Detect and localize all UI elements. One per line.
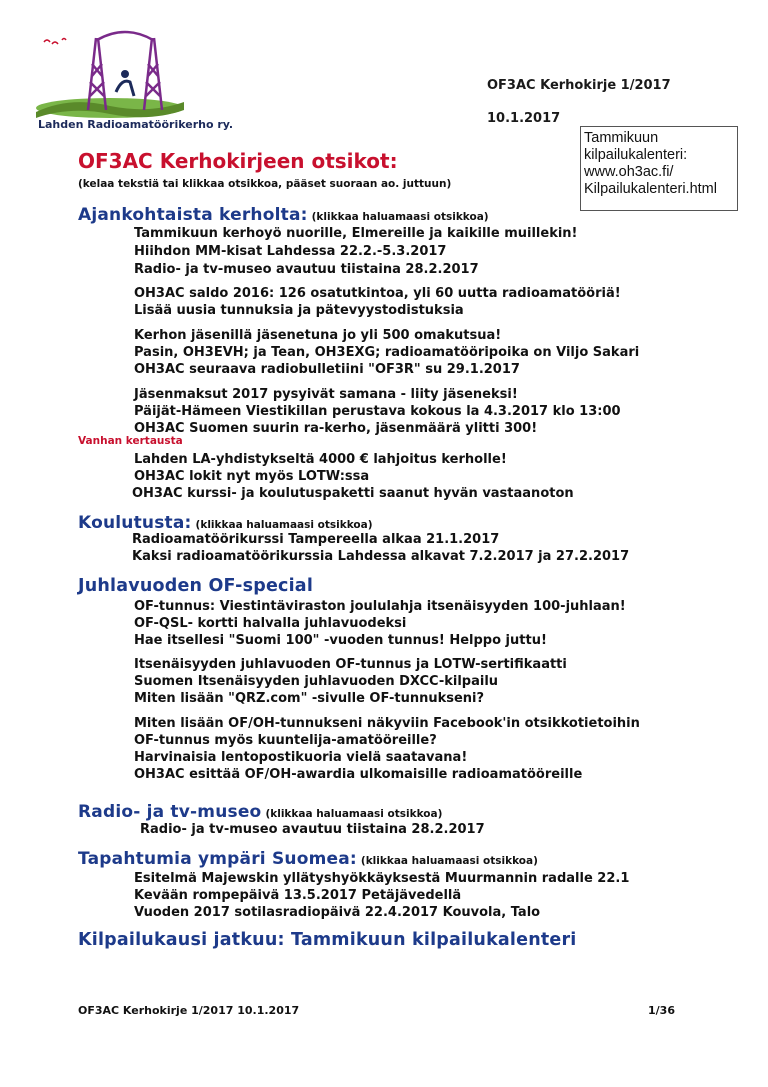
old-news-label: Vanhan kertausta [78, 435, 183, 447]
toc-link[interactable]: Hiihdon MM-kisat Lahdessa 22.2.-5.3.2017 [134, 244, 447, 259]
toc-link[interactable]: OF-tunnus myös kuuntelija-amatööreille? [134, 733, 437, 748]
section-heading-contests[interactable] [78, 930, 577, 950]
toc-link[interactable]: OH3AC lokit nyt myös LOTW:ssa [134, 469, 370, 484]
section-heading-events[interactable] [78, 849, 538, 869]
newsletter-date: 10.1.2017 [487, 111, 561, 126]
section-title: Koulutusta: [78, 513, 192, 533]
toc-link[interactable]: Pasin, OH3EVH; ja Tean, OH3EXG; radioamatööripoika on Viljo Sakari [134, 345, 640, 360]
toc-link[interactable]: Kerhon jäsenillä jäsenetuna jo yli 500 omakutsua! [134, 328, 502, 343]
toc-title: OF3AC Kerhokirjeen otsikot: [78, 149, 398, 173]
newsletter-title: OF3AC Kerhokirje 1/2017 [487, 78, 671, 93]
section-heading-of-special[interactable] [78, 576, 313, 596]
toc-link[interactable]: Suomen Itsenäisyyden juhlavuoden DXCC-kilpailu [134, 674, 499, 689]
toc-link[interactable]: OF-QSL- kortti halvalla juhlavuodeksi [134, 616, 407, 631]
toc-link[interactable]: OH3AC saldo 2016: 126 osatutkintoa, yli 60 uutta radioamatööriä! [134, 286, 621, 301]
toc-link[interactable]: Radio- ja tv-museo avautuu tiistaina 28.2.2017 [134, 262, 479, 277]
toc-link[interactable]: Esitelmä Majewskin yllätyshyökkäyksestä Muurmannin radalle 22.1 [134, 871, 630, 886]
toc-link[interactable]: Lahden LA-yhdistykseltä 4000 € lahjoitus kerholle! [134, 452, 507, 467]
toc-link[interactable]: OF-tunnus: Viestintäviraston joululahja itsenäisyyden 100-juhlaan! [134, 599, 626, 614]
toc-link[interactable]: Tammikuun kerhoyö nuorille, Elmereille ja kaikille muillekin! [134, 226, 578, 241]
section-title: Ajankohtaista kerholta: [78, 205, 308, 225]
toc-link[interactable]: Lisää uusia tunnuksia ja pätevyystodistuksia [134, 303, 464, 318]
toc-link[interactable]: Hae itsellesi "Suomi 100" -vuoden tunnus! Helppo juttu! [134, 633, 547, 648]
section-heading-club-news[interactable] [78, 205, 489, 225]
club-name: Lahden Radioamatöörikerho ry. [38, 118, 234, 131]
toc-link[interactable]: Miten lisään "QRZ.com" -sivulle OF-tunnukseni? [134, 691, 485, 706]
toc-link[interactable]: Päijät-Hämeen Viestikillan perustava kokous la 4.3.2017 klo 13:00 [134, 404, 621, 419]
toc-link[interactable]: OH3AC Suomen suurin ra-kerho, jäsenmäärä ylitti 300! [134, 421, 538, 436]
section-hint: (klikkaa haluamaasi otsikkoa) [360, 855, 538, 867]
toc-link[interactable]: Jäsenmaksut 2017 pysyivät samana - liity jäseneksi! [134, 387, 518, 402]
toc-link[interactable]: Miten lisään OF/OH-tunnukseni näkyviin Facebook'in otsikkotietoihin [134, 716, 640, 731]
toc-link[interactable]: Kevään rompepäivä 13.5.2017 Petäjävedellä [134, 888, 462, 903]
toc-link[interactable]: OH3AC seuraava radiobulletiini "OF3R" su 29.1.2017 [134, 362, 520, 377]
toc-link[interactable]: Kaksi radioamatöörikurssia Lahdessa alkavat 7.2.2017 ja 27.2.2017 [132, 549, 630, 564]
section-hint: (klikkaa haluamaasi otsikkoa) [195, 519, 373, 531]
section-hint: (klikkaa haluamaasi otsikkoa) [311, 211, 489, 223]
ad-line: kilpailukalenteri: [584, 147, 688, 163]
ad-line: Tammikuun [584, 130, 659, 146]
toc-link[interactable]: Harvinaisia lentopostikuoria vielä saatavana! [134, 750, 468, 765]
toc-link[interactable]: Radioamatöörikurssi Tampereella alkaa 21.1.2017 [132, 532, 500, 547]
section-heading-museum[interactable] [78, 802, 442, 822]
toc-link[interactable]: Vuoden 2017 sotilasradiopäivä 22.4.2017 Kouvola, Talo [134, 905, 541, 920]
toc-link[interactable]: Radio- ja tv-museo avautuu tiistaina 28.2.2017 [140, 822, 485, 837]
section-title: Juhlavuoden OF-special [78, 576, 314, 596]
toc-link[interactable]: Itsenäisyyden juhlavuoden OF-tunnus ja LOTW-sertifikaatti [134, 657, 567, 672]
toc-subtitle: (kelaa tekstiä tai klikkaa otsikkoa, pääset suoraan ao. juttuun) [78, 178, 452, 190]
toc-link[interactable]: OH3AC kurssi- ja koulutuspaketti saanut hyvän vastaanoton [132, 486, 574, 501]
radio-tower-logo-icon [30, 26, 190, 126]
toc-link[interactable]: OH3AC esittää OF/OH-awardia ulkomaisille radioamatööreille [134, 767, 583, 782]
section-title: Radio- ja tv-museo [78, 802, 262, 822]
club-logo [30, 26, 234, 136]
ad-line: Kilpailukalenteri.html [584, 181, 717, 197]
ad-line: www.oh3ac.fi/ [584, 164, 674, 180]
footer-label: OF3AC Kerhokirje 1/2017 10.1.2017 [78, 1004, 300, 1017]
page-number: 1/36 [648, 1004, 675, 1017]
section-heading-training[interactable] [78, 513, 373, 533]
competition-calendar-link[interactable] [580, 126, 738, 211]
section-title: Tapahtumia ympäri Suomea: [78, 849, 357, 869]
section-title: Kilpailukausi jatkuu: Tammikuun kilpailukalenteri [78, 930, 577, 950]
section-hint: (klikkaa haluamaasi otsikkoa) [265, 808, 443, 820]
